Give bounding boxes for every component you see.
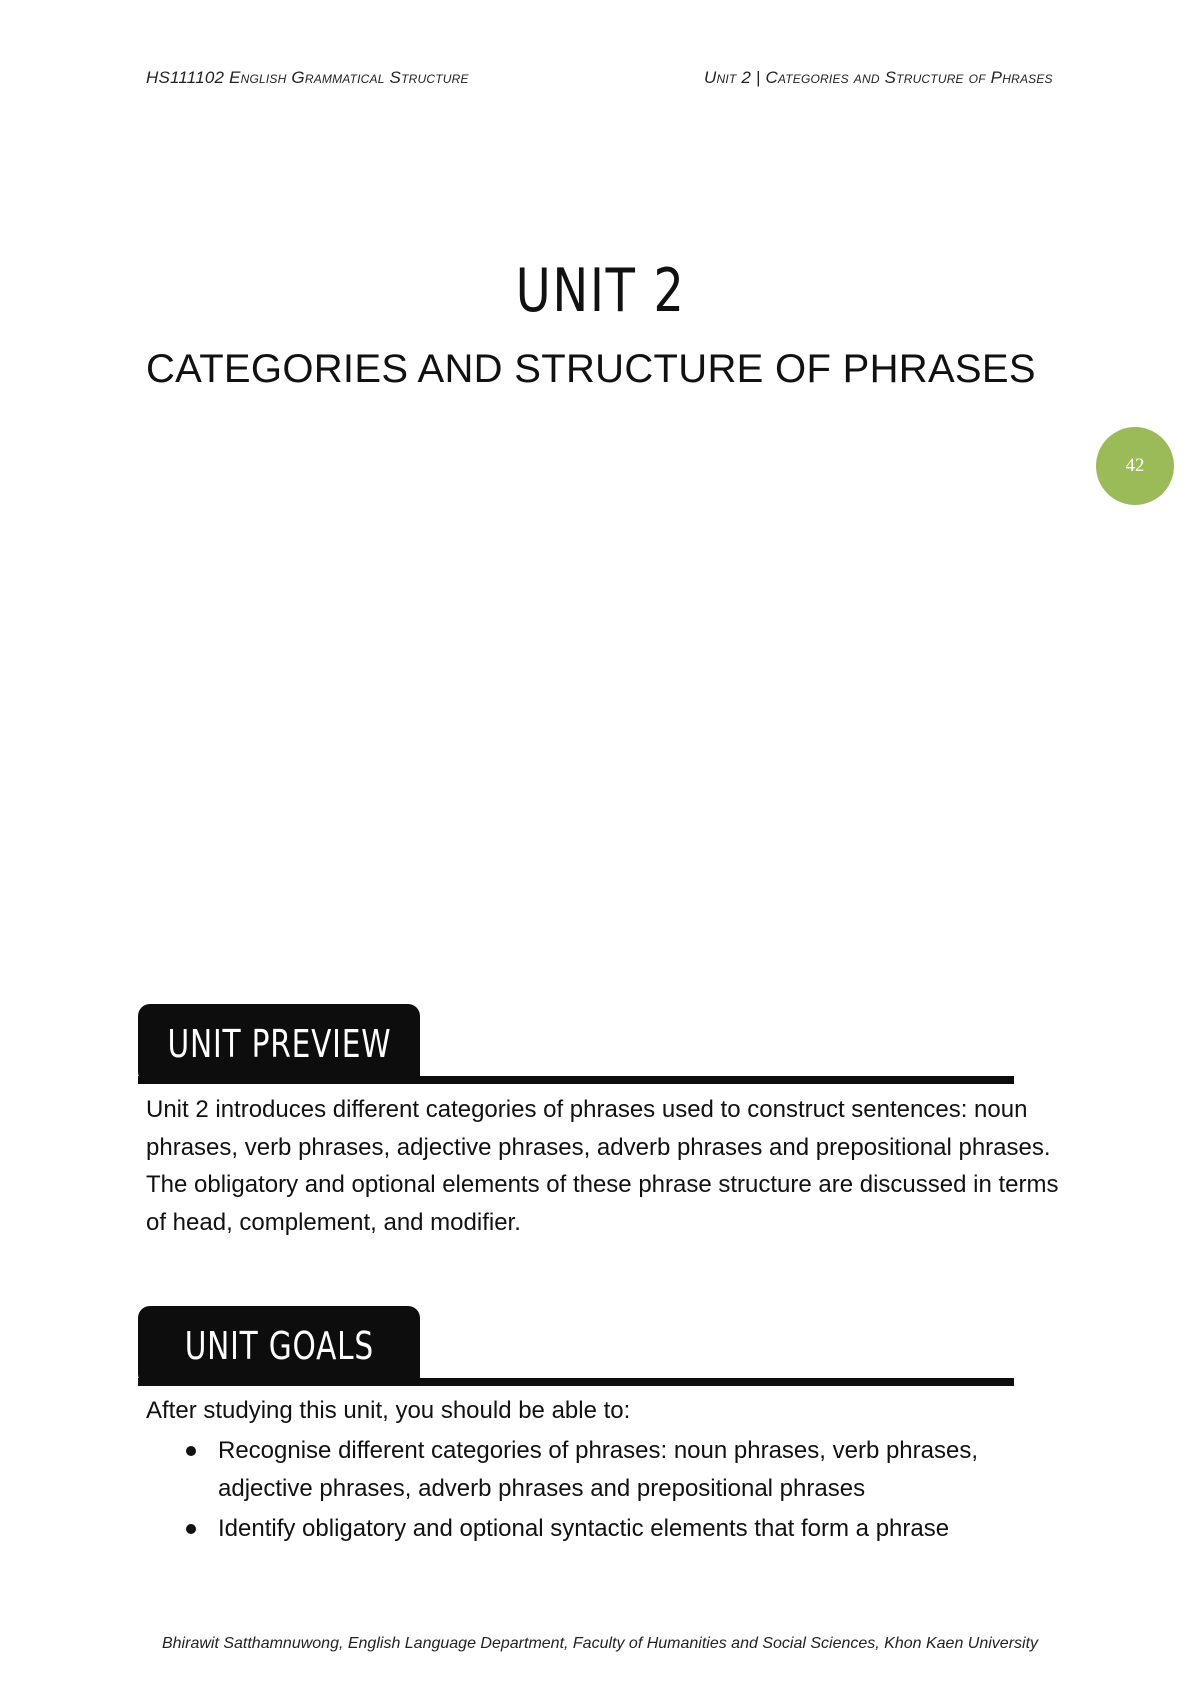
goal-text: Identify obligatory and optional syntactic elements that form a phrase	[218, 1515, 950, 1542]
unit-goals-intro: After studying this unit, you should be able to:	[146, 1397, 631, 1424]
list-item	[146, 1510, 1066, 1548]
running-header-left: HS111102 English Grammatical Structure	[146, 68, 469, 87]
bullet-icon	[186, 1446, 196, 1456]
unit-goals-list	[146, 1432, 1066, 1551]
list-item	[146, 1432, 1066, 1507]
page-number: 42	[1125, 455, 1145, 476]
unit-title: UNIT 2	[515, 256, 686, 326]
unit-goals-rule	[138, 1378, 1014, 1386]
unit-preview-label: UNIT PREVIEW	[167, 1022, 391, 1066]
unit-goals-label: UNIT GOALS	[184, 1324, 374, 1368]
unit-preview-heading	[138, 1004, 1014, 1084]
page-number-badge	[1096, 427, 1174, 505]
unit-preview-tab	[138, 1004, 420, 1084]
unit-preview-text: Unit 2 introduces different categories of phrases used to construct sentences: noun phrases, verb phrases, adjective phrases, adverb phrases and prepositional phrases. The obligatory and optional elements of these phrase structure are discussed in terms of head, complement, and modifier.	[146, 1096, 1059, 1236]
unit-goals-heading	[138, 1306, 1014, 1386]
bullet-icon	[186, 1524, 196, 1534]
running-header-right: Unit 2 | Categories and Structure of Phrases	[704, 68, 1053, 87]
unit-preview-rule	[138, 1076, 1014, 1084]
page-footer: Bhirawit Satthamnuwong, English Language Department, Faculty of Humanities and Social Sciences, Khon Kaen University	[161, 1635, 1039, 1652]
unit-goals-tab	[138, 1306, 420, 1386]
goal-text: Recognise different categories of phrases: noun phrases, verb phrases, adjective phrases, adverb phrases and prepositional phrases	[218, 1437, 979, 1502]
unit-subtitle: CATEGORIES AND STRUCTURE OF PHRASES	[146, 347, 1036, 391]
